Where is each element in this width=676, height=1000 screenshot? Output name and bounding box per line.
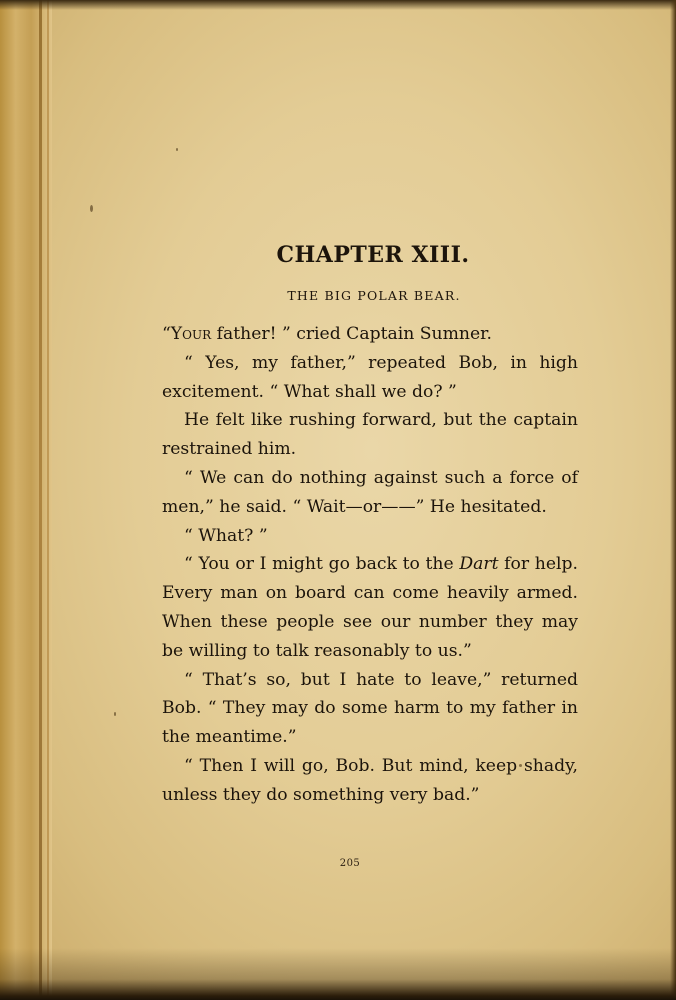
paper-speck xyxy=(90,205,93,212)
paragraph-5: “ What? ” xyxy=(184,525,268,546)
gutter-fold-line xyxy=(39,0,42,1000)
paragraph-8: “ Then I will go, Bob. But mind, keep shady, unless they do something very bad.” xyxy=(162,755,578,805)
page-number: 205 xyxy=(339,858,361,869)
paragraph-2: “ Yes, my father,” repeated Bob, in high excitement. “ What shall we do? ” xyxy=(162,352,578,402)
paragraph-6 xyxy=(162,550,578,665)
bottom-edge-shadow xyxy=(0,948,676,1000)
paper-speck xyxy=(176,148,178,151)
gutter-edge-line xyxy=(47,0,49,1000)
book-gutter xyxy=(0,0,52,1000)
paper-speck xyxy=(114,712,116,716)
opening-quote: “ xyxy=(162,324,171,344)
chapter-title: CHAPTER XIII. xyxy=(276,242,470,268)
drop-word: Your xyxy=(170,324,212,344)
right-edge-shadow xyxy=(670,0,676,1000)
top-edge-shadow xyxy=(0,0,676,10)
paragraph-7: “ That’s so, but I hate to leave,” returned Bob. “ They may do some harm to my father in the meantime.” xyxy=(162,669,578,748)
paragraph-4: “ We can do nothing against such a force of men,” he said. “ Wait—or——” He hesitated. xyxy=(162,467,578,517)
paragraph-text: for help. Every man on board can come heavily armed. When these people see our number they may be willing to talk reasonably to us.” xyxy=(162,554,578,661)
ship-name: Dart xyxy=(459,554,499,575)
page-text-block xyxy=(162,238,578,810)
paragraph-text: father! ” cried Captain Sumner. xyxy=(211,324,492,344)
paragraph-text: “ You or I might go back to the xyxy=(184,554,460,575)
chapter-subtitle: THE BIG POLAR BEAR. xyxy=(287,288,461,303)
paragraph-1 xyxy=(162,320,578,349)
paragraph-3: He felt like rushing forward, but the captain restrained him. xyxy=(162,410,578,460)
chapter-body xyxy=(162,320,578,810)
